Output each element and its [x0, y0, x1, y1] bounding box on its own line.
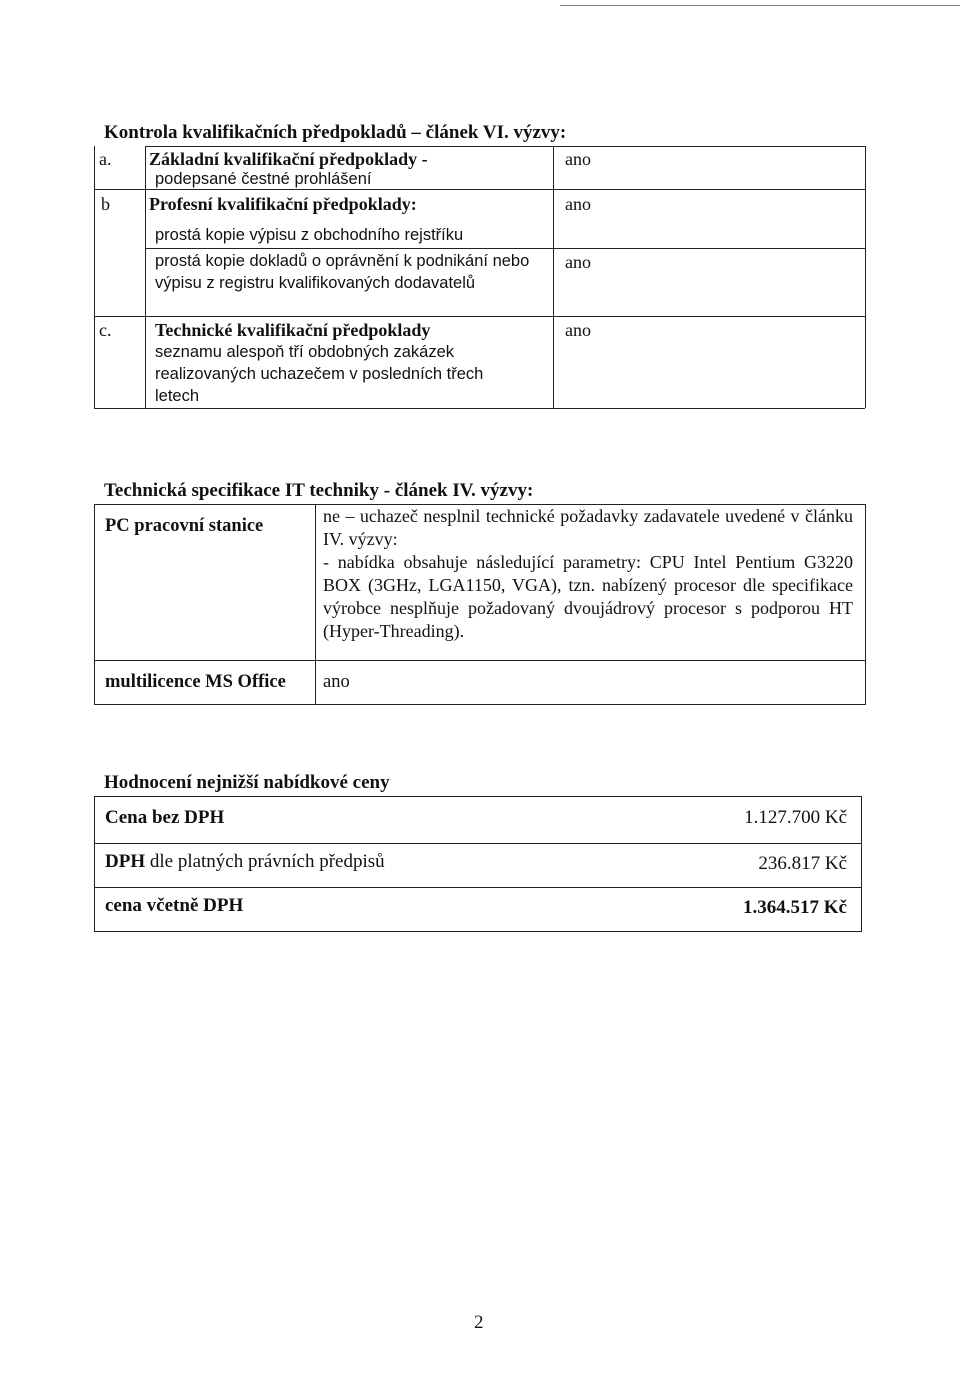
- qualification-heading: Kontrola kvalifikačních předpokladů – článek VI. výzvy:: [104, 122, 567, 143]
- technical-qualification-title: Technické kvalifikační předpoklady: [155, 320, 431, 340]
- tech-spec-table: [94, 504, 866, 705]
- row-letter-b: b: [101, 194, 110, 214]
- technical-qualification-detail: seznamu alespoň tří obdobných zakázek realizovaných uchazečem v posledních třech letech: [155, 343, 484, 405]
- price-with-vat-value: 1.364.517 Kč: [743, 897, 847, 918]
- vat-value: 236.817 Kč: [758, 853, 847, 874]
- table-rule: [315, 505, 316, 704]
- technical-qualification-result: ano: [565, 320, 591, 340]
- table-rule: [145, 248, 865, 249]
- professional-qualification-result: ano: [565, 194, 591, 214]
- pc-workstation-parameters: - nabídka obsahuje následující parametry: CPU Intel Pentium G3220 BOX (3GHz, LGA1150, VGA), tzn. nabízený procesor dle specifikace výrobce nesplňuje požadovaný dvoujádrový procesor s podporou HT (Hyper-Threading).: [323, 552, 853, 641]
- basic-qualification-result: ano: [565, 149, 591, 169]
- scan-top-edge: [560, 5, 960, 6]
- basic-qualification-detail: podepsané čestné prohlášení: [155, 170, 372, 188]
- page-number: 2: [474, 1312, 484, 1333]
- qualification-table: [94, 146, 865, 409]
- table-rule: [95, 660, 865, 661]
- table-rule: [95, 843, 861, 844]
- price-without-vat-value: 1.127.700 Kč: [744, 807, 847, 828]
- price-with-vat-label: cena včetně DPH: [105, 895, 244, 916]
- row-letter-c: c.: [99, 320, 112, 340]
- professional-qualification-title: Profesní kvalifikační předpoklady:: [149, 194, 417, 214]
- pc-workstation-verdict: ne – uchazeč nesplnil technické požadavky zadavatele uvedené v článku IV. výzvy:: [323, 506, 853, 549]
- pc-workstation-label: PC pracovní stanice: [105, 516, 264, 536]
- row-letter-a: a.: [99, 149, 112, 169]
- ms-office-license-label: multilicence MS Office: [105, 672, 286, 692]
- table-rule: [553, 146, 554, 408]
- table-rule: [95, 887, 861, 888]
- ms-office-license-value: ano: [323, 672, 350, 692]
- vat-label-text: dle platných právních předpisů: [149, 851, 385, 872]
- commercial-register-extract: prostá kopie výpisu z obchodního rejstříku: [155, 226, 464, 244]
- vat-label: DPH dle platných právních předpisů: [105, 851, 385, 872]
- tech-spec-heading: Technická specifikace IT techniky - článek IV. výzvy:: [104, 480, 534, 501]
- table-rule: [865, 146, 866, 408]
- price-without-vat-label: Cena bez DPH: [105, 807, 225, 828]
- price-table: [94, 796, 862, 932]
- table-rule: [145, 146, 146, 408]
- basic-qualification-title: Základní kvalifikační předpoklady -: [149, 149, 428, 169]
- price-heading: Hodnocení nejnižší nabídkové ceny: [104, 772, 390, 793]
- table-rule: [95, 316, 865, 317]
- trade-license-detail: prostá kopie dokladů o oprávnění k podnikání nebo výpisu z registru kvalifikovaných dodavatelů: [155, 252, 530, 292]
- trade-license-result: ano: [565, 252, 591, 272]
- table-rule: [145, 146, 865, 147]
